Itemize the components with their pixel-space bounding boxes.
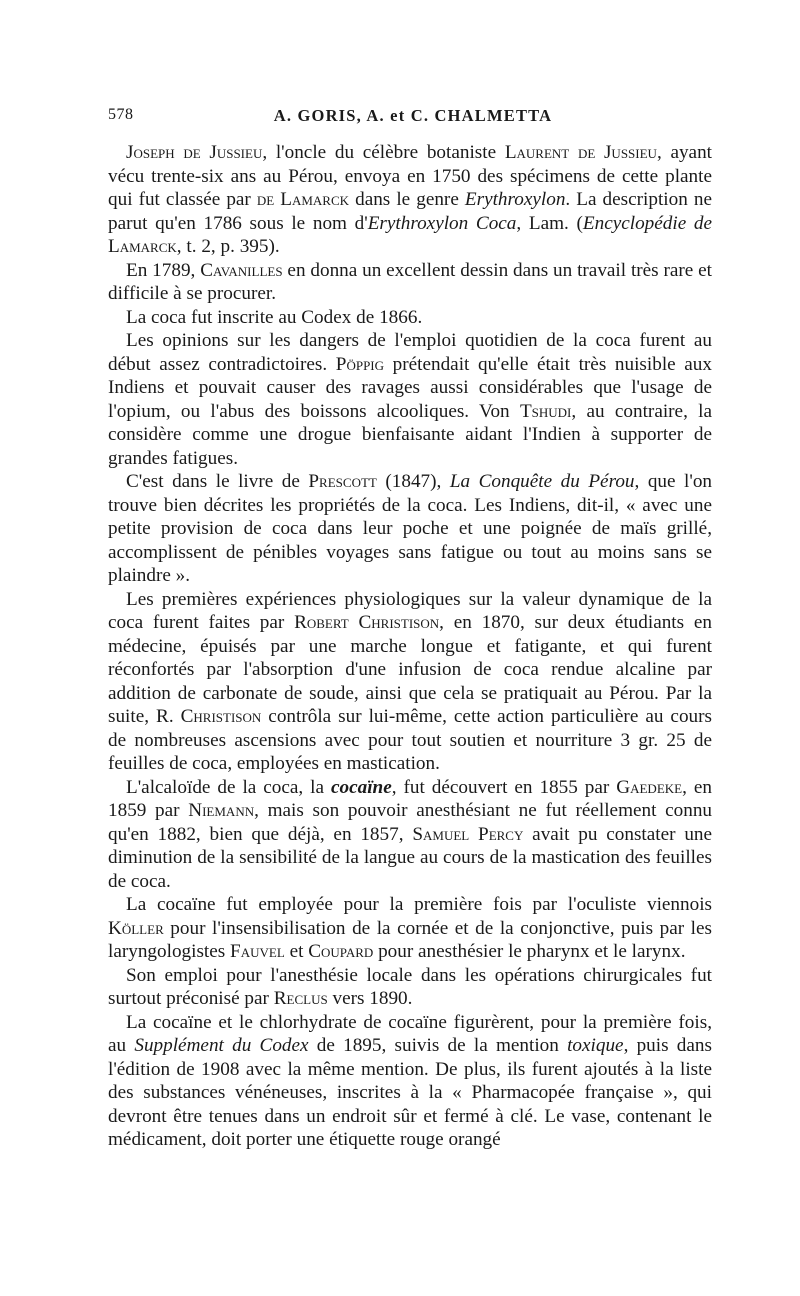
running-title: A. GORIS, A. et C. CHALMETTA (273, 106, 553, 125)
text-segment: dans le genre (349, 189, 465, 210)
text-segment: cocaïne (330, 776, 392, 798)
text-segment: de Lamarck (256, 189, 350, 210)
body-text (108, 141, 712, 1152)
text-segment: , mais son pouvoir anesthésiant ne fut réellement connu qu'en 1882, bien que déjà, en 1857, (108, 800, 713, 845)
paragraph (108, 329, 712, 470)
paragraph (108, 588, 712, 776)
text-segment: vers 1890. (327, 988, 413, 1009)
text-segment: . La description ne parut qu'en 1786 sous le nom d' (108, 189, 712, 234)
text-segment: et (284, 941, 309, 962)
text-segment: pour anesthésier le pharynx et le larynx. (373, 941, 686, 962)
text-segment: La cocaïne et le chlorhydrate de cocaïne figurèrent, pour la première fois, au (108, 1011, 712, 1056)
text-segment: , puis dans l'édition de 1908 avec la même mention. De plus, ils furent ajoutés à la liste des substances vénéneuses, inscrites à la « Pharmacopée française », qui devront être tenues dans un endroit sûr et fermé à clé. Le vase, contenant le médicament, doit porter une étiquette rouge orangé (108, 1035, 712, 1150)
paragraph (108, 470, 712, 588)
text-segment: C'est dans le livre de (126, 471, 309, 492)
text-segment: Niemann (188, 800, 255, 821)
text-segment: , que l'on trouve bien décrites les propriétés de la coca. Les Indiens, dit-il, « avec une petite provision de coca dans leur poche et une poignée de maïs grillé, accomplissent de pénibles voyages sans fatigue ou tout au moins sans se plaindre ». (108, 471, 713, 586)
text-segment: pour l'insensibilisation de la cornée et de la conjonctive, puis par les laryngologistes (108, 917, 712, 962)
text-segment: Tshudi (519, 400, 572, 422)
text-segment: Son emploi pour l'anesthésie locale dans les opérations chirurgicales fut surtout préconisé par (108, 964, 712, 1009)
text-segment: Gaedeke (616, 776, 683, 798)
text-segment: La cocaïne fut employée pour la première fois par l'oculiste viennois (126, 894, 712, 915)
text-segment: Erythroxylon Coca (367, 212, 517, 234)
text-segment: Supplément du Codex (134, 1035, 309, 1056)
text-segment: La Conquête du Pérou (449, 471, 635, 492)
paragraph (108, 141, 712, 259)
paragraph (108, 1011, 712, 1152)
page-header (108, 106, 718, 130)
text-segment: Pöppig (335, 353, 385, 375)
paragraph (108, 964, 712, 1011)
text-segment: Laurent de Jussieu (504, 142, 657, 163)
text-segment: toxique (567, 1035, 624, 1056)
text-segment: Christison (180, 706, 262, 727)
text-segment: Prescott (308, 471, 377, 492)
text-segment: Robert Christison (294, 612, 440, 633)
text-segment: Erythroxylon (464, 189, 566, 210)
text-segment: Encyclopédie de (582, 212, 713, 234)
text-segment: Reclus (273, 988, 328, 1009)
paragraph (108, 306, 712, 330)
paragraph (108, 259, 712, 306)
text-segment: , ayant vécu trente-six ans au Pérou, envoya en 1750 des spécimens de cette plante qui fut classée par (108, 142, 712, 210)
text-segment: Köller (108, 917, 164, 939)
text-segment: en donna un excellent dessin dans un travail très rare et difficile à se procurer. (108, 259, 712, 304)
text-segment: contrôla sur lui-même, cette action particulière au cours de nombreuses ascensions avec pour tout soutien et nourriture 3 gr. 25 de feuilles de coca, employées en mastication. (108, 706, 712, 774)
text-segment: (1847), (376, 471, 450, 492)
text-segment: de 1895, suivis de la mention (308, 1035, 568, 1056)
text-segment: Les premières expériences physiologiques sur la valeur dynamique de la coca furent faites par (108, 588, 712, 633)
paragraph (108, 776, 712, 894)
text-segment: Fauvel (230, 941, 285, 962)
text-segment: , en 1859 par (108, 776, 712, 821)
text-segment: Lamarck (108, 236, 177, 257)
text-segment: , en 1870, sur deux étudiants en médecine, épuisés par une marche longue et fatigante, et qui furent réconfortés par l'absorption d'une infusion de coca rendue alcaline par addition de carbonate de soude, ainsi que cela se pratiquait au Pérou. Par la suite, R. (108, 612, 712, 727)
paragraph (108, 893, 712, 964)
text-segment: L'alcaloïde de la coca, la (126, 776, 331, 798)
text-segment: En 1789, (126, 259, 201, 281)
text-segment: Coupard (308, 941, 374, 962)
text-segment: La coca fut inscrite au Codex de 1866. (126, 306, 423, 328)
text-segment: avait pu constater une diminution de la sensibilité de la langue au cours de la mastication des feuilles de coca. (108, 823, 713, 892)
text-segment: Joseph de Jussieu (126, 142, 263, 163)
text-segment: Les opinions sur les dangers de l'emploi quotidien de la coca furent au début assez contradictoires. (108, 330, 712, 375)
text-segment: , au contraire, la considère comme une drogue bienfaisante aidant l'Indien à supporter de grandes fatigues. (108, 400, 713, 469)
text-segment: Samuel Percy (412, 823, 524, 845)
text-segment: prétendait qu'elle était très nuisible aux Indiens et pouvait causer des ravages aussi considérables que l'usage de l'opium, ou l'abus des boissons alcooliques. Von (108, 353, 712, 422)
text-segment: , Lam. ( (516, 212, 583, 234)
text-segment: , l'oncle du célèbre botaniste (262, 142, 505, 163)
text-segment: , t. 2, p. 395). (176, 236, 280, 257)
page-number: 578 (108, 106, 134, 123)
text-segment: Cavanilles (200, 259, 283, 281)
text-segment: , fut découvert en 1855 par (391, 776, 617, 798)
